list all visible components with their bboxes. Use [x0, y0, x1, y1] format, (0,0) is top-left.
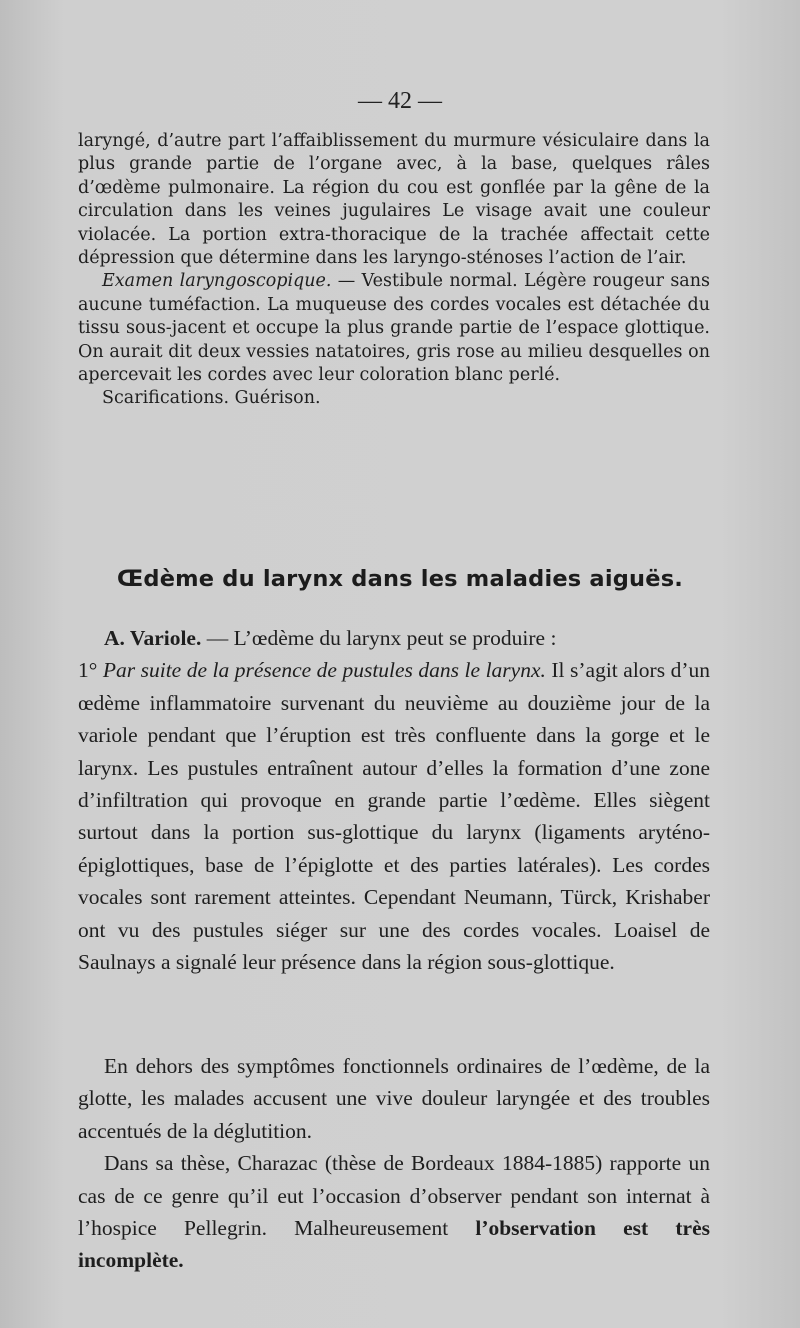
variole-body: Il s’agit alors d’un œdème inflammatoire survenant du neuvième au douzième jour de la variole pendant que l’éruption est très confluente dans la gorge et le larynx. Les pustules entraînent autour d’elles la formation d’une zone d’infiltration qui provoque en grande partie l’œdème. Elles siègent surtout dans la portion sus-glottique du larynx (ligaments aryténo-épiglottiques, base de l’épiglotte et des parties latérales). Les cordes vocales sont rarement atteintes. Cependant Neumann, Türck, Krishaber ont vu des pustules siéger sur une des cordes vocales. Loaisel de Saulnays a signalé leur présence dans la région sous-glottique.: [78, 658, 710, 975]
exam-text: — Vestibule normal. Légère rougeur sans aucune tuméfaction. La muqueuse des cordes vocales est détachée du tissu sous-jacent et occupe la plus grande partie de l’espace glottique. On aurait dit deux vessies natatoires, gris rose au milieu desquelles on apercevait les cordes avec leur coloration blanc perlé.: [78, 271, 710, 386]
variole-lead-text: — L’œdème du larynx peut se produire :: [201, 626, 557, 650]
page-number: — 42 —: [358, 88, 442, 114]
variole-section: [78, 622, 710, 978]
symptoms-paragraph: En dehors des symptômes fonctionnels ordinaires de l’œdème, de la glotte, les malades accusent une vive douleur laryngée et des troubles accentués de la déglutition.: [78, 1054, 710, 1143]
thesis-last-line: l’observation est très incomplète.: [78, 1216, 710, 1273]
item-number: 1°: [78, 658, 103, 683]
exam-label: Examen laryngoscopique.: [102, 271, 332, 292]
item-title: Par suite de la présence de pustules dans le larynx.: [102, 658, 546, 683]
section-heading: Œdème du larynx dans les maladies aiguës.: [116, 566, 684, 592]
symptoms-section: [78, 1050, 710, 1277]
laryngoscopic-exam-paragraph: [78, 270, 710, 387]
case-paragraph: laryngé, d’autre part l’affaiblissement du murmure vésiculaire dans la plus grande partie de l’organe avec, à la base, quelques râles d’œdème pulmonaire. La région du cou est gonflée par la gêne de la circulation dans les veines jugulaires Le visage avait une couleur violacée. La portion extra-thoracique de la trachée affectait cette dépression que détermine dans les laryngo-sténoses l’action de l’air.: [78, 131, 710, 269]
case-report-section: [78, 130, 710, 411]
variole-lead: A. Variole.: [104, 626, 202, 650]
conclusion-line: Scarifications. Guérison.: [102, 388, 321, 409]
variole-paragraph: [78, 622, 710, 978]
thesis-paragraph: [78, 1147, 710, 1277]
thesis-text: Dans sa thèse, Charazac (thèse de Bordeaux 1884-1885) rapporte un cas de ce genre qu’il eut l’occasion d’observer pendant son internat à l’hospice Pellegrin. Malheureusement: [78, 1151, 710, 1241]
